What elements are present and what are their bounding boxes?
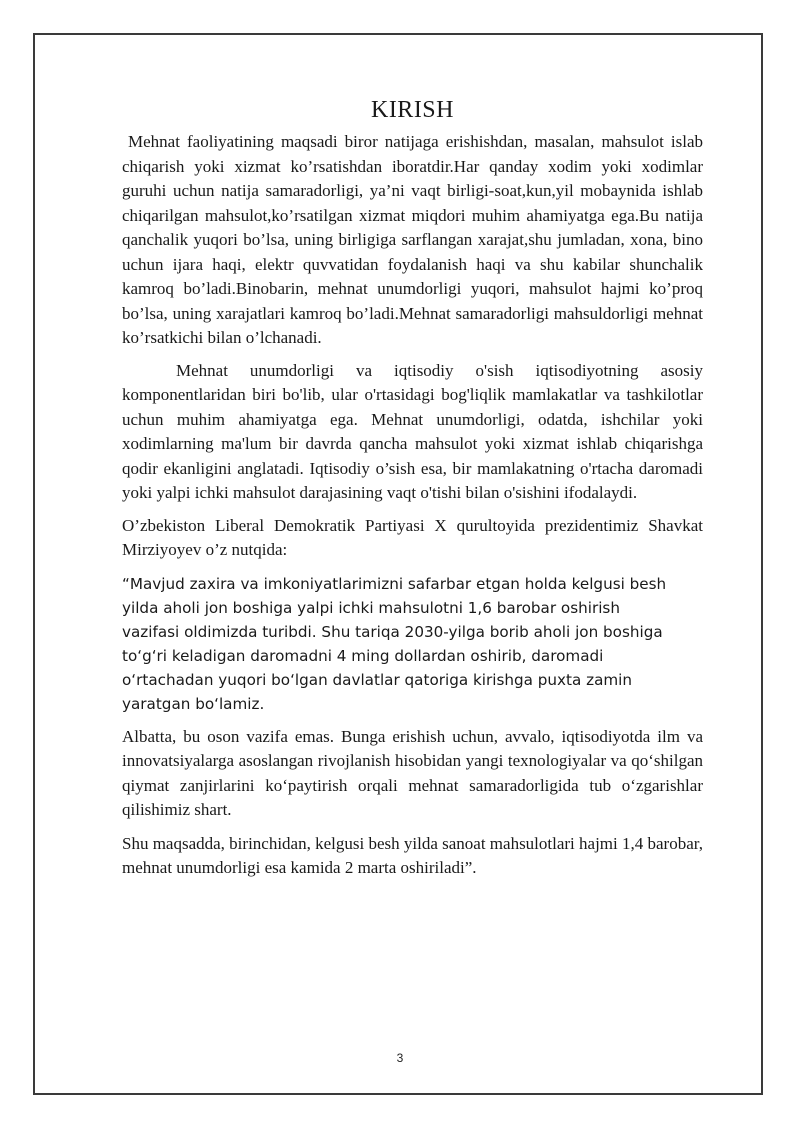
page-title: KIRISH	[370, 97, 454, 123]
document-body	[122, 93, 703, 881]
paragraph-3: O’zbekiston Liberal Demokratik Partiyasi X qurultoyida prezidentimiz Shavkat Mirziyoyev o’z nutqida:	[122, 515, 703, 559]
paragraph-1: Mehnat faoliyatining maqsadi biror natijaga erishishdan, masalan, mahsulot islab chiqarish yoki xizmat ko’rsatishdan iboratdir.Har qanday xodim yoki xodimlar guruhi uchun natija samaradorligi, ya’ni vaqt birligi-soat,kun,yil mobaynida ishlab chiqarilgan mahsulot,ko’rsatilgan xizmat miqdori muhim ahamiyatga ega.Bu natija qanchalik yuqori bo’lsa, uning birligiga sarflangan xarajat,shu jumladan, xona, bino uchun ijara haqi, elektr quvvatidan foydalanish haqi va shu kabilar shunchalik kamroq bo’ladi.Binobarin, mehnat unumdorligi yuqori, mahsulot hajmi ko’proq bo’lsa, uning xarajatlari kamroq bo’ladi.Mehnat samaradorligi mahsuldorligi mehnat ko’rsatkichi bilan o’lchanadi.	[122, 132, 703, 347]
paragraph-6: Shu maqsadda, birinchidan, kelgusi besh yilda sanoat mahsulotlari hajmi 1,4 barobar, mehnat unumdorligi esa kamida 2 marta oshiriladi”.	[122, 833, 703, 877]
paragraph-5: Albatta, bu oson vazifa emas. Bunga erishish uchun, avvalo, iqtisodiyotda ilm va innovatsiyalarga asoslangan rivojlanish hisobidan yangi texnologiyalar va qo‘shilgan qiymat zanjirlarini ko‘paytirish orqali mehnat samaradorligida tub o‘zgarishlar qilishimiz shart.	[122, 726, 703, 819]
quote-paragraph: “Mavjud zaxira va imkoniyatlarimizni safarbar etgan holda kelgusi besh yilda aholi jon boshiga yalpi ichki mahsulotni 1,6 barobar oshirish vazifasi oldimizda turibdi. Shu tariqa 2030-yilga borib aholi jon boshiga to‘g‘ri keladigan daromadni 4 ming dollardan oshirib, daromadi o‘rtachadan yuqori bo‘lgan davlatlar qatoriga kirishga puxta zamin yaratgan bo‘lamiz.	[122, 574, 667, 713]
paragraph-2: Mehnat unumdorligi va iqtisodiy o'sish iqtisodiyotning asosiy komponentlaridan biri bo'lib, ular o'rtasidagi bog'liqlik mamlakatlar va tashkilotlar uchun muhim ahamiyatga ega. Mehnat unumdorligi, odatda, ishchilar yoki xodimlarning ma'lum bir davrda qancha mahsulot yoki xizmat ishlab chiqarishga qodir ekanligini anglatadi. Iqtisodiy o’sish esa, bir mamlakatning o'rtacha daromadi yoki yalpi ichki mahsulot darajasining vaqt o'tishi bilan o'sishini ifodalaydi.	[122, 360, 703, 502]
page-number: 3	[396, 1051, 404, 1065]
